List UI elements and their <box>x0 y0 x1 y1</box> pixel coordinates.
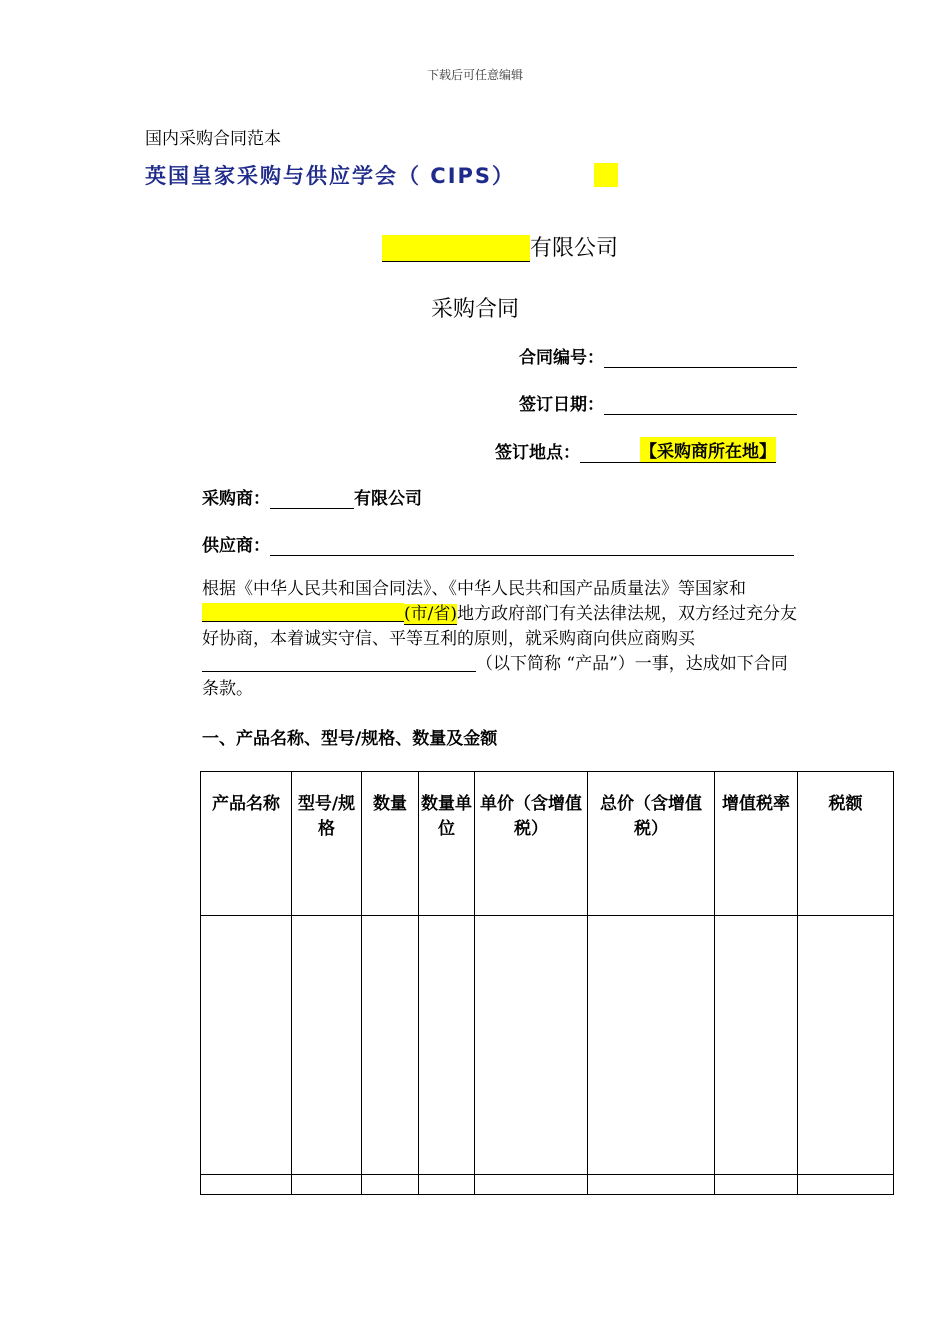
table-cell[interactable] <box>588 916 715 1175</box>
header-total-price: 总价（含增值税） <box>588 772 715 916</box>
preamble-text-2: 地方政府部门有关法律法规，双方经过充分友好协商，本着诚实守信、平等互利的原则，就采购商向供应商购买 <box>202 604 797 649</box>
header-model-spec: 型号/规格 <box>292 772 362 916</box>
table-cell[interactable] <box>362 1175 419 1195</box>
contract-title: 采购合同 <box>430 297 519 322</box>
sign-date-label: 签订日期： <box>519 395 604 415</box>
sign-date-blank[interactable] <box>604 394 797 415</box>
company-name-line <box>382 231 618 262</box>
supplier-blank[interactable] <box>270 535 794 556</box>
supplier-field <box>202 531 794 556</box>
header-quantity-unit: 数量单位 <box>419 772 475 916</box>
table-row <box>201 916 894 1175</box>
table-cell[interactable] <box>419 916 475 1175</box>
preamble-text-1: 根据《中华人民共和国合同法》、《中华人民共和国产品质量法》等国家和 <box>202 579 746 599</box>
company-suffix: 有限公司 <box>530 236 619 261</box>
table-cell[interactable] <box>419 1175 475 1195</box>
table-cell[interactable] <box>798 916 894 1175</box>
region-highlight: (市/省) <box>404 604 457 624</box>
supplier-label: 供应商： <box>202 536 270 556</box>
table-cell[interactable] <box>475 1175 588 1195</box>
sign-date-field <box>519 390 797 415</box>
preamble-text-3: （以下简称 “产品”）一事，达成如下合同条款。 <box>202 654 788 699</box>
buyer-suffix: 有限公司 <box>354 489 422 509</box>
table-cell[interactable] <box>201 1175 292 1195</box>
product-table <box>200 771 894 1195</box>
table-header-row <box>201 772 894 916</box>
header-product-name: 产品名称 <box>201 772 292 916</box>
header-tax-amount: 税额 <box>798 772 894 916</box>
preamble-paragraph <box>202 577 802 702</box>
table-cell[interactable] <box>588 1175 715 1195</box>
table-cell[interactable] <box>715 1175 798 1195</box>
highlight-placeholder <box>594 163 618 187</box>
section-1-heading: 一、产品名称、型号/规格、数量及金额 <box>202 729 498 749</box>
table-cell[interactable] <box>362 916 419 1175</box>
table-cell[interactable] <box>715 916 798 1175</box>
region-blank[interactable] <box>202 603 404 622</box>
contract-number-blank[interactable] <box>604 347 797 368</box>
header-quantity: 数量 <box>362 772 419 916</box>
table-cell[interactable] <box>475 916 588 1175</box>
sign-place-field <box>495 437 776 463</box>
table-cell[interactable] <box>292 916 362 1175</box>
sign-place-blank[interactable] <box>580 442 640 463</box>
document-type: 国内采购合同范本 <box>145 129 281 149</box>
buyer-field <box>202 484 422 509</box>
organization-name: 英国皇家采购与供应学会（ CIPS） <box>145 164 516 188</box>
table-cell[interactable] <box>798 1175 894 1195</box>
sign-place-value[interactable]: 【采购商所在地】 <box>640 437 776 463</box>
table-row <box>201 1175 894 1195</box>
product-blank[interactable] <box>202 653 476 672</box>
sign-place-label: 签订地点： <box>495 443 580 463</box>
company-name-blank[interactable] <box>382 235 530 262</box>
header-unit-price: 单价（含增值税） <box>475 772 588 916</box>
table-cell[interactable] <box>201 916 292 1175</box>
buyer-blank[interactable] <box>270 488 354 509</box>
contract-number-field <box>519 343 797 368</box>
contract-number-label: 合同编号： <box>519 348 604 368</box>
page-header-note: 下载后可任意编辑 <box>426 68 523 82</box>
table-cell[interactable] <box>292 1175 362 1195</box>
header-vat-rate: 增值税率 <box>715 772 798 916</box>
buyer-label: 采购商： <box>202 489 270 509</box>
